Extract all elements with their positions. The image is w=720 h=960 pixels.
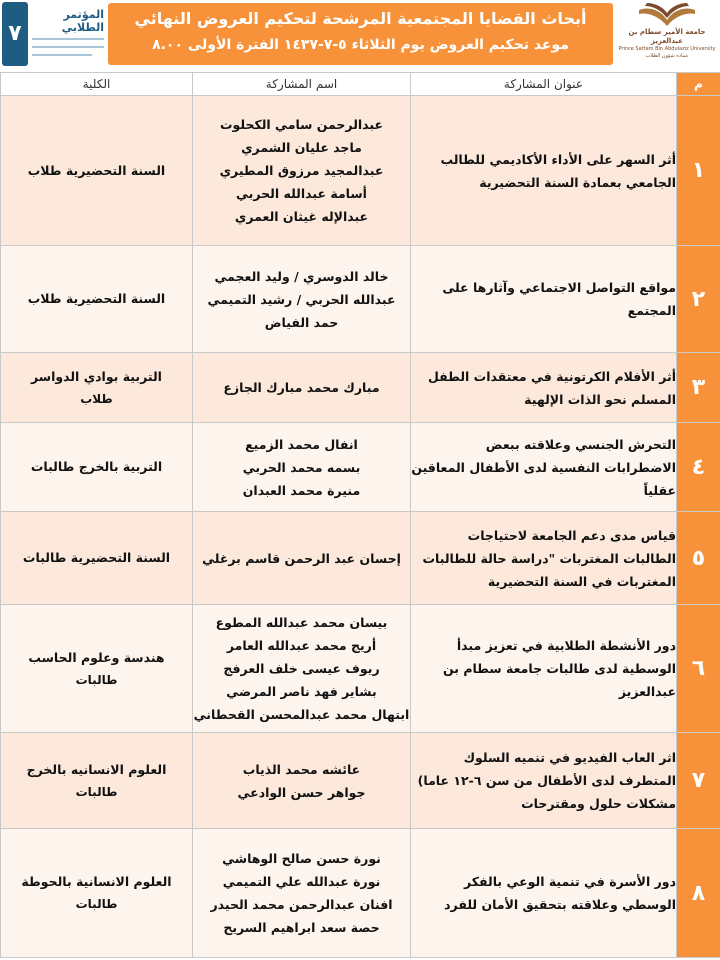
header-names: اسم المشاركة — [193, 73, 411, 96]
university-name-en: Prince Sattam Bin Abdulaziz University — [618, 46, 716, 52]
college-name: التربية بوادي الدواسر — [31, 368, 162, 384]
participant-names — [193, 423, 411, 512]
header — [0, 0, 720, 72]
participant-name: ماجد عليان الشمري — [241, 140, 362, 155]
college-gender: طالبات — [75, 784, 118, 799]
participant-name: إحسان عبد الرحمن قاسم برغلي — [202, 550, 401, 566]
table-row — [1, 733, 720, 829]
participant-names — [193, 733, 411, 829]
deanship-name: عمادة شؤون الطلاب — [645, 53, 689, 59]
participant-name: بسمه محمد الحربي — [242, 459, 361, 475]
table-row — [1, 829, 720, 958]
page-subtitle: موعد تحكيم العروض يوم الثلاثاء ٥-٧-١٤٣٧ الفترة الأولى ٨.٠٠ — [152, 37, 569, 53]
college-name: التربية بالخرج طالبات — [30, 459, 163, 474]
participant-name: ابتهال محمد عبدالمحسن القحطاني — [193, 707, 410, 722]
college-name: السنة التحضيرية طلاب — [27, 291, 166, 306]
participant-name: بشاير فهد ناصر المرضي — [226, 684, 377, 699]
participant-names — [193, 512, 411, 605]
research-title: دور الأسرة في تنمية الوعي بالفكر الوسطي وعلاقته بتحقيق الأمان للفرد — [411, 829, 677, 958]
college-name: العلوم الانسانية بالحوطة — [21, 874, 172, 889]
participant-name: عبدالرحمن سامي الكحلوت — [219, 117, 384, 132]
participant-name: مبارك محمد مبارك الجازع — [223, 380, 380, 395]
university-logo — [616, 2, 718, 66]
student-conference-logo — [2, 2, 104, 66]
table-row — [1, 96, 720, 246]
logo-decor-line — [32, 46, 104, 48]
participant-name: حصة سعد ابراهيم السريح — [223, 920, 380, 935]
college-gender: طالبات — [75, 672, 118, 687]
research-title: مواقع التواصل الاجتماعي وآثارها على المجتمع — [411, 246, 677, 353]
college-gender: طالبات — [75, 897, 118, 911]
college-cell — [1, 246, 193, 353]
participant-name: جواهر حسن الوادعي — [237, 784, 366, 800]
participant-name: خالد الدوسري / وليد العجمي — [214, 268, 389, 284]
college-cell — [1, 733, 193, 829]
table-row — [1, 512, 720, 605]
college-cell — [1, 96, 193, 246]
college-gender: طلاب — [80, 391, 113, 406]
college-cell — [1, 512, 193, 605]
row-number: ٥ — [677, 512, 720, 605]
research-title: أثر السهر على الأداء الأكاديمي للطالب الجامعي بعمادة السنة التحضيرية — [411, 96, 677, 246]
college-cell — [1, 829, 193, 958]
header-title: عنوان المشاركة — [411, 73, 677, 96]
participant-names — [193, 246, 411, 353]
research-table — [0, 72, 720, 958]
table-row — [1, 246, 720, 353]
college-name: السنة التحضيرية طلاب — [27, 162, 166, 178]
research-title: أثر الأفلام الكرتونية في معتقدات الطفل المسلم نحو الذات الإلهية — [411, 353, 677, 423]
participant-name: عائشه محمد الذياب — [242, 761, 361, 777]
table-row — [1, 605, 720, 733]
row-number: ٦ — [677, 605, 720, 733]
participant-name: افنان عبدالرحمن محمد الحيدر — [210, 897, 393, 912]
participant-name: نورة عبدالله علي التميمي — [222, 874, 381, 889]
research-title: التحرش الجنسي وعلاقته ببعض الاضطرابات النفسية لدى الأطفال المعاقين عقلياً — [411, 423, 677, 512]
participant-name: منيرة محمد العبدان — [242, 482, 361, 498]
participant-name: بيسان محمد عبدالله المطوع — [215, 615, 388, 630]
participant-name: عبدالله الحربي / رشيد التميمي — [207, 291, 396, 307]
participant-names — [193, 353, 411, 423]
university-name-ar: جامعة الأمير سطام بن عبدالعزيز — [628, 28, 706, 45]
logo-decor-line — [32, 54, 92, 56]
row-number: ٧ — [677, 733, 720, 829]
participant-name: حمد الفياض — [264, 314, 339, 330]
participant-name: نورة حسن صالح الوهاشي — [222, 851, 381, 866]
participant-name: عبدالمجيد مرزوق المطيري — [219, 163, 384, 178]
row-number: ٣ — [677, 353, 720, 423]
participant-name: أسامة عبدالله الحربي — [236, 186, 367, 201]
conference-number-badge: ٧ — [2, 2, 28, 66]
participant-names — [193, 605, 411, 733]
header-num: م — [677, 73, 720, 96]
row-number: ١ — [677, 96, 720, 246]
research-title: قياس مدى دعم الجامعة لاحتياجات الطالبات المغتربات "دراسة حالة للطالبات المغتربات في السنة التحضيرية — [411, 512, 677, 605]
participant-names — [193, 829, 411, 958]
participant-name: عبدالإله غيثان العمري — [234, 209, 369, 224]
college-name: العلوم الانسانيه بالخرج — [26, 761, 167, 777]
research-title: دور الأنشطة الطلابية في تعزيز مبدأ الوسطية لدى طالبات جامعة سطام بن عبدالعزيز — [411, 605, 677, 733]
college-name: هندسة وعلوم الحاسب — [28, 649, 165, 665]
participant-name: انفال محمد الزميع — [245, 436, 358, 452]
college-name: السنة التحضيرية طالبات — [22, 550, 171, 565]
table-row — [1, 423, 720, 512]
row-number: ٤ — [677, 423, 720, 512]
research-title: اثر العاب الفيديو في تنميه السلوك المتطرف لدى الأطفال من سن ٦-١٢ عاما) مشكلات حلول ومقترحات — [411, 733, 677, 829]
participant-names — [193, 96, 411, 246]
row-number: ٨ — [677, 829, 720, 958]
college-cell — [1, 423, 193, 512]
college-cell — [1, 353, 193, 423]
page-title: أبحاث القضايا المجتمعية المرشحة لتحكيم العروض النهائي — [134, 9, 587, 28]
header-college: الكلية — [1, 73, 193, 96]
table-row — [1, 353, 720, 423]
college-cell — [1, 605, 193, 733]
table-header-row — [1, 73, 720, 96]
logo-decor-line — [32, 38, 104, 40]
book-icon — [637, 2, 697, 28]
participant-name: ريوف عيسى خلف العرفج — [223, 661, 380, 676]
row-number: ٢ — [677, 246, 720, 353]
participant-name: أريج محمد عبدالله العامر — [226, 638, 377, 653]
conference-name: المؤتمر الطلابي — [61, 8, 104, 34]
title-banner — [108, 3, 613, 65]
